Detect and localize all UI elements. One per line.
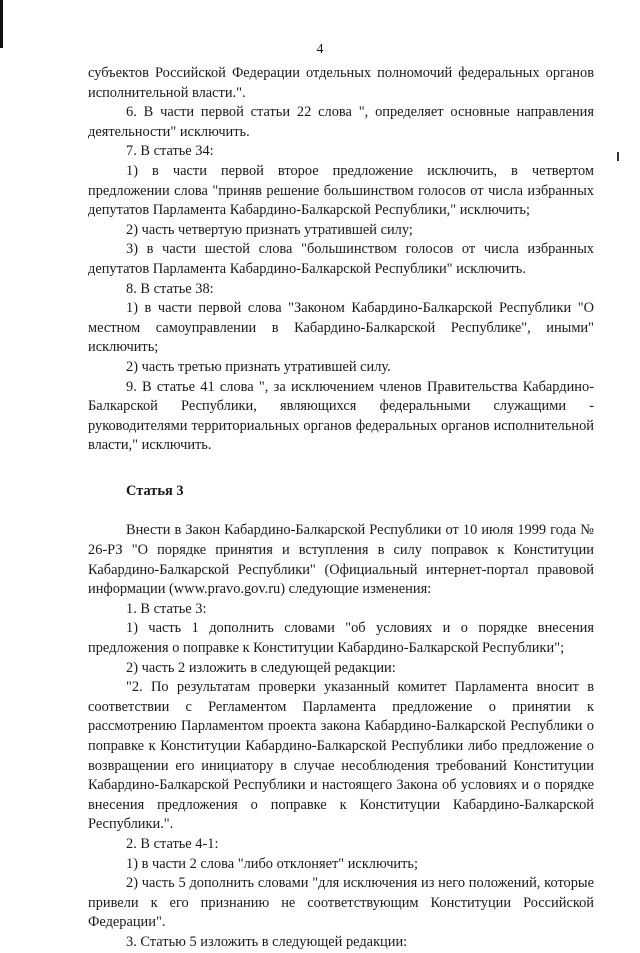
document-body [88,64,594,953]
paragraph: 1) в части первой второе предложение исключить, в четвертом предложении слова "приняв решение большинством голосов от числа избранных депутатов Парламента Кабардино-Балкарской Республики," исключить; [88,162,594,219]
paragraph: 2) часть 5 дополнить словами "для исключения из него положений, которые привели к его признанию не соответствующим Конституции Российской Федерации". [88,875,594,931]
paragraph: Внести в Закон Кабардино-Балкарской Республики от 10 июля 1999 года № 26-РЗ "О порядке принятия и вступления в силу поправок к Конституции Кабардино-Балкарской Республики" (Официальный интернет-портал правовой информации (www.pravo.gov.ru) следующие изменения: [88,522,594,598]
article-heading: Статья 3 [126,482,184,499]
paragraph: 1) в части первой слова "Законом Кабардино-Балкарской Республики "О местном самоуправлении в Кабардино-Балкарской Республике", иными" исключить; [88,300,594,356]
paragraph: 9. В статье 41 слова ", за исключением членов Правительства Кабардино-Балкарской Республики, являющихся федеральными служащими - руководителями территориальных органов федеральных органов исполнительной власти," исключить. [88,378,594,454]
page-number: 4 [316,42,324,57]
scan-edge-mark [0,0,3,48]
paragraph: 2) часть третью признать утратившей силу. [126,358,391,375]
paragraph: "2. По результатам проверки указанный комитет Парламента вносит в соответствии с Регламентом Парламента предложение о принятии к рассмотрению Парламентом проекта закона Кабардино-Балкарской Республики о поправке к Конституции Кабардино-Балкарской Республики либо предложение о возвращении его инициатору в случае несоблюдения требований Конституции Кабардино-Балкарской Республики и настоящего Закона об условиях и о порядке внесения предложения о поправке к Конституции Кабардино-Балкарской Республики.". [88,679,594,833]
paragraph: 7. В статье 34: [126,143,214,160]
paragraph: 3) в части шестой слова "большинством голосов от числа избранных депутатов Парламента Кабардино-Балкарской Республики" исключить. [88,241,594,277]
paragraph: 2. В статье 4-1: [126,835,219,852]
paragraph: 2) часть 2 изложить в следующей редакции: [126,659,396,676]
scan-speck [617,152,619,161]
paragraph: 1. В статье 3: [126,600,207,617]
paragraph: 1) часть 1 дополнить словами "об условиях и о порядке внесения предложения о поправке к Конституции Кабардино-Балкарской Республики"; [88,620,594,657]
paragraph: 1) в части 2 слова "либо отклоняет" исключить; [126,855,418,872]
paragraph: субъектов Российской Федерации отдельных полномочий федеральных органов исполнительной власти.". [88,65,594,101]
paragraph: 3. Статью 5 изложить в следующей редакции: [126,933,408,950]
paragraph: 6. В части первой статьи 22 слова ", определяет основные направления деятельности" исключить. [88,104,594,140]
paragraph: 2) часть четвертую признать утратившей силу; [126,221,413,238]
paragraph: 8. В статье 38: [126,280,214,297]
